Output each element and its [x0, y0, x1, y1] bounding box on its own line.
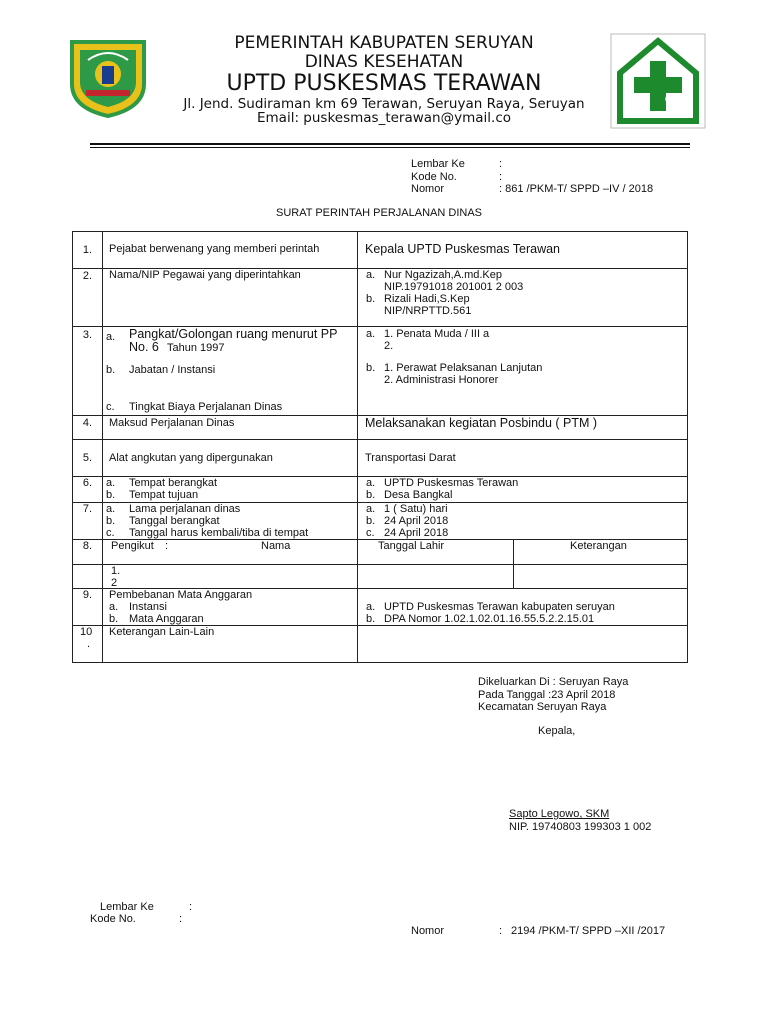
row-value: UPTD Puskesmas Terawan — [384, 477, 519, 489]
row-value: Melaksanakan kegiatan Posbindu ( PTM ) — [365, 416, 598, 430]
row-label: Pengikut — [111, 540, 154, 552]
list-marker: a. — [366, 269, 376, 281]
nomor-value: 2194 /PKM-T/ SPPD –XII /2017 — [511, 925, 666, 937]
list-marker: a. — [366, 477, 376, 489]
table-row — [73, 540, 688, 565]
table-row — [73, 269, 688, 327]
list-marker: a. — [366, 328, 376, 340]
row-label: Jabatan / Instansi — [129, 364, 216, 376]
row-label: Tanggal harus kembali/tiba di tempat — [129, 527, 309, 539]
lembar-label: Lembar Ke — [411, 158, 465, 170]
row-label: Tingkat Biaya Perjalanan Dinas — [129, 401, 283, 413]
row-number: 1. — [82, 244, 93, 256]
nomor-colon: : — [499, 925, 503, 937]
employee-nip: NIP/NRPTTD.561 — [384, 305, 472, 317]
row-label: Alat angkutan yang dipergunakan — [109, 452, 273, 464]
table-row — [73, 477, 688, 503]
row-number: 2. — [82, 270, 93, 282]
signer-name: Sapto Legowo, SKM — [509, 808, 610, 820]
issued-place: Dikeluarkan Di : Seruyan Raya — [478, 676, 629, 688]
header-email: Email: puskesmas_terawan@ymail.co — [256, 110, 511, 126]
lembar-label: Lembar Ke — [100, 901, 154, 913]
table-row — [73, 440, 688, 477]
row-number: 5. — [82, 452, 93, 464]
employee-nip: NIP.19791018 201001 2 003 — [384, 281, 524, 293]
table-row — [73, 503, 688, 540]
row-label: Maksud Perjalanan Dinas — [109, 417, 235, 429]
row-label: Tanggal berangkat — [129, 515, 220, 527]
row-value: Kepala UPTD Puskesmas Terawan — [365, 242, 560, 256]
row-value: Transportasi Darat — [365, 452, 456, 464]
row-number: 9. — [82, 589, 93, 601]
header-rule-thick — [90, 143, 690, 145]
row-value: 1 ( Satu) hari — [384, 503, 448, 515]
list-marker: c. — [106, 401, 115, 413]
table-row — [73, 589, 688, 626]
puskesmas-logo — [610, 33, 706, 129]
row-number: 3. — [82, 329, 93, 341]
header-line3: UPTD PUSKESMAS TERAWAN — [226, 71, 542, 96]
issued-district: Kecamatan Seruyan Raya — [478, 701, 607, 713]
pengikut-number: 2 — [111, 577, 118, 589]
list-marker: b. — [109, 613, 119, 625]
document-title: SURAT PERINTAH PERJALANAN DINAS — [276, 207, 482, 219]
row-label: Pangkat/Golongan ruang menurut PP — [129, 327, 338, 341]
row-value: 2. — [384, 340, 394, 352]
row-value: Desa Bangkal — [384, 489, 453, 501]
list-marker: a. — [106, 331, 116, 343]
column-header-nama: Nama — [261, 540, 291, 552]
list-marker: b. — [366, 489, 376, 501]
list-marker: b. — [106, 489, 116, 501]
row-label: Instansi — [129, 601, 167, 613]
kode-label: Kode No. — [90, 913, 136, 925]
row-number: 10 — [80, 626, 93, 638]
row-value: UPTD Puskesmas Terawan kabupaten seruyan — [384, 601, 615, 613]
row-number: 4. — [82, 417, 93, 429]
nomor-value: : 861 /PKM-T/ SPPD –IV / 2018 — [499, 183, 654, 195]
colon: : — [165, 540, 169, 552]
kode-value: : — [179, 913, 183, 925]
employee-name: Rizali Hadi,S.Kep — [384, 293, 470, 305]
list-marker: b. — [366, 362, 376, 374]
list-marker: b. — [366, 613, 376, 625]
row-value: 24 April 2018 — [384, 527, 449, 539]
row-label: Pembebanan Mata Anggaran — [109, 589, 253, 601]
table-row — [73, 565, 688, 589]
row-value: 1. Perawat Pelaksanan Lanjutan — [384, 362, 543, 374]
row-label: Mata Anggaran — [129, 613, 204, 625]
row-value: 24 April 2018 — [384, 515, 449, 527]
row-value: DPA Nomor 1.02.1.02.01.16.55.5.2.2.15.01 — [384, 613, 595, 625]
row-label: No. 6 — [129, 340, 159, 354]
row-number-dot: . — [87, 638, 91, 650]
table-row — [73, 327, 688, 416]
list-marker: c. — [106, 527, 115, 539]
header-line1: PEMERINTAH KABUPATEN SERUYAN — [234, 33, 534, 53]
column-header-keterangan: Keterangan — [570, 540, 627, 552]
row-label: Tempat berangkat — [129, 477, 218, 489]
lembar-value: : — [499, 158, 503, 170]
list-marker: b. — [106, 364, 116, 376]
table-row — [73, 416, 688, 440]
regency-emblem-logo — [66, 36, 150, 120]
list-marker: b. — [106, 515, 116, 527]
row-label: Keterangan Lain-Lain — [109, 626, 215, 638]
pengikut-number: 1. — [111, 565, 121, 577]
row-label: Tempat tujuan — [129, 489, 199, 501]
row-number: 6. — [82, 477, 93, 489]
list-marker: a. — [366, 503, 376, 515]
signer-nip: NIP. 19740803 199303 1 002 — [509, 821, 652, 833]
kode-value: : — [499, 171, 503, 183]
row-value: 2. Administrasi Honorer — [384, 374, 499, 386]
table-row — [73, 232, 688, 269]
lembar-value: : — [189, 901, 193, 913]
kode-label: Kode No. — [411, 171, 457, 183]
list-marker: a. — [366, 601, 376, 613]
list-marker: a. — [106, 477, 116, 489]
list-marker: b. — [366, 515, 376, 527]
employee-name: Nur Ngazizah,A.md.Kep — [384, 269, 502, 281]
list-marker: b. — [366, 293, 376, 305]
row-label: Nama/NIP Pegawai yang diperintahkan — [109, 269, 301, 281]
row-number: 8. — [82, 540, 93, 552]
nomor-label: Nomor — [411, 183, 445, 195]
header-address: Jl. Jend. Sudiraman km 69 Terawan, Seruyan Raya, Seruyan — [183, 96, 585, 112]
row-value: 1. Penata Muda / III a — [384, 328, 490, 340]
row-number: 7. — [82, 503, 93, 515]
header-line2: DINAS KESEHATAN — [304, 52, 464, 72]
issued-date: Pada Tanggal :23 April 2018 — [478, 689, 616, 701]
row-label: Pejabat berwenang yang memberi perintah — [109, 243, 320, 255]
row-label: Lama perjalanan dinas — [129, 503, 241, 515]
list-marker: a. — [109, 601, 119, 613]
list-marker: c. — [366, 527, 375, 539]
list-marker: a. — [106, 503, 116, 515]
column-header-tanggal-lahir: Tanggal Lahir — [378, 540, 445, 552]
signer-title: Kepala, — [538, 725, 576, 737]
table-row — [73, 626, 688, 663]
header-rule-thin — [90, 147, 690, 148]
row-label: Tahun 1997 — [167, 342, 225, 354]
sppd-table — [72, 231, 688, 663]
nomor-label: Nomor — [411, 925, 445, 937]
